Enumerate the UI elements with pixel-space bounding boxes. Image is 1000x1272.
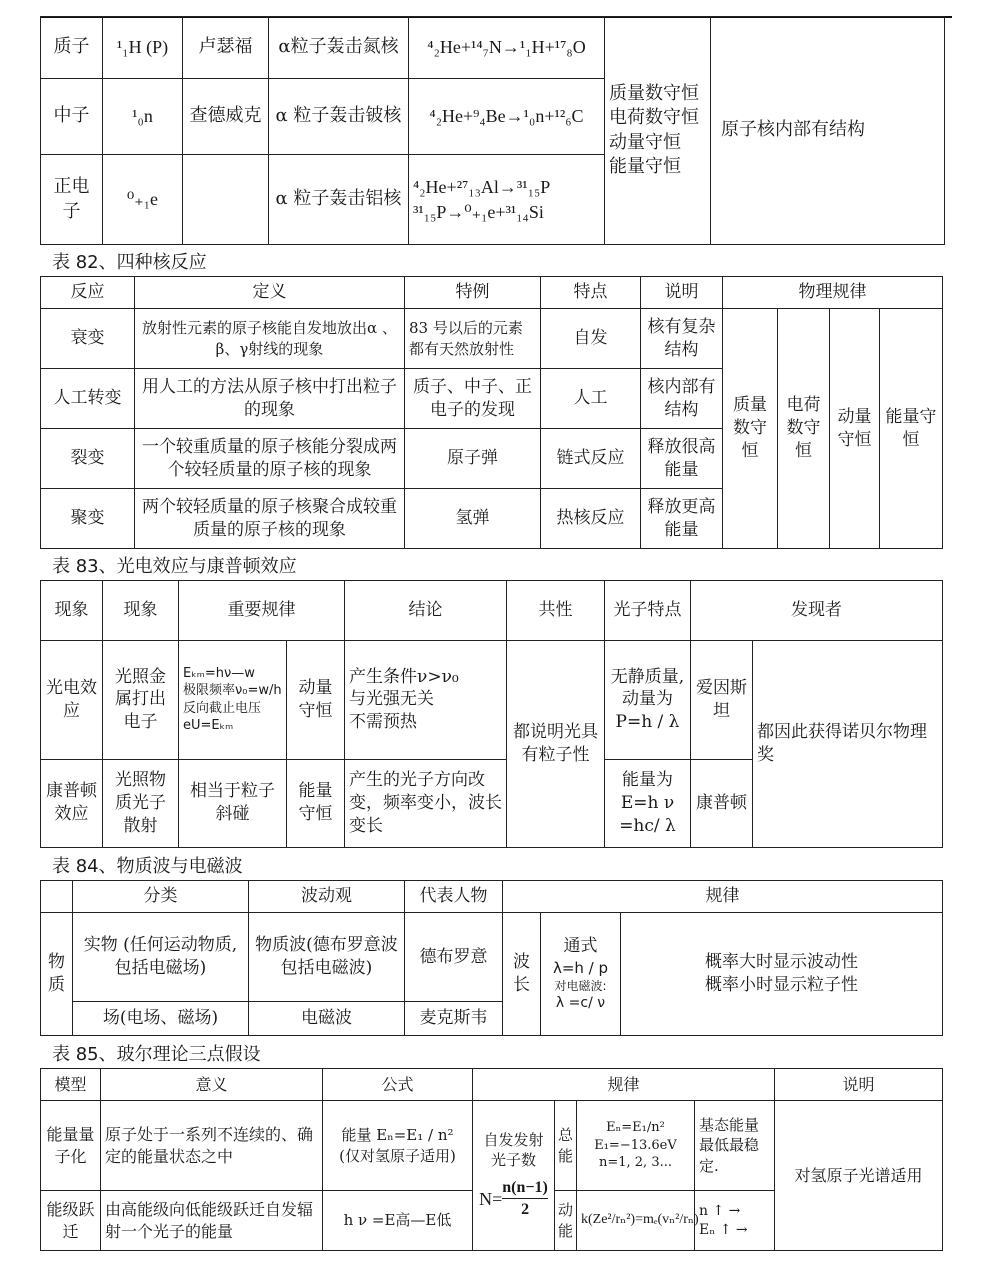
class-field: 场(电场、磁场) [73,1001,249,1035]
concl-preheat: 不需预热 [349,712,417,733]
header-wave-view: 波动观 [249,881,405,913]
particle-discovery-table [40,16,945,245]
ground-energy: E₁=−13.6eV [594,1137,677,1153]
formula-photon-energy: h ν =E高—E低 [323,1191,473,1251]
discoverer-neutron: 查德威克 [183,79,269,155]
trend-n: n ↑ → [699,1202,741,1219]
emit-label: 自发发射光子数 [483,1131,544,1170]
law-mass: 质量数守恒 [609,82,699,104]
discoverer-positron [183,155,269,245]
formula-em-label: 对电磁波: [554,979,607,994]
formula-energy [323,1101,473,1191]
photon-count [473,1101,555,1251]
def-decay: 放射性元素的原子核能自发地放出α 、β、γ射线的现象 [135,309,405,369]
conservation-energy: 能量守恒 [287,759,345,847]
concl-intensity: 与光强无关 [349,689,434,710]
header-key-law: 重要规律 [179,581,345,641]
reaction-positron-1: ⁴₂He+²⁷₁₃Al→³¹₁₅P [413,177,551,198]
header-reaction: 反应 [41,277,135,309]
note-fusion: 释放更高能量 [641,489,723,549]
law-eu: eU=Eₖₘ [183,718,234,734]
caption-table-83: 表 83、光电效应与康普顿效应 [52,556,297,577]
note-decay: 核有复杂结构 [641,309,723,369]
photon-momentum: 无静质量,动量为 P=h / λ [605,641,691,759]
discoverer-einstein: 爱因斯坦 [691,641,753,759]
denominator: 2 [521,1201,530,1219]
view-em-wave: 电磁波 [249,1001,405,1035]
meaning-quantization: 原子处于一系列不连续的、确定的能量状态之中 [101,1101,323,1191]
header-explanation: 说明 [775,1069,943,1101]
reaction-positron-2: ³¹₁₅P→⁰₊₁e+³¹₁₄Si [413,201,544,222]
energy-formula: Eₙ=E₁/n² [606,1120,665,1136]
feature-artificial: 人工 [541,369,641,429]
symbol-proton: ¹₁H (P) [103,17,183,79]
photoelectric-phenomenon: 光照金属打出电子 [103,641,179,759]
formula-en-note: (仅对氢原子适用) [339,1146,456,1165]
quantum-number: n=1, 2, 3... [598,1155,672,1171]
formula-title: 通式 [563,935,598,956]
header-photon: 光子特点 [605,581,691,641]
header-note: 说明 [641,277,723,309]
example-fission: 原子弹 [405,429,541,489]
law-einstein: Eₖₘ=hν—w [183,665,255,681]
person-de-broglie: 德布罗意 [405,913,503,1002]
particle-neutron: 中子 [41,79,103,155]
note-artificial: 核内部有结构 [641,369,723,429]
law-energy: 能量守恒 [609,155,681,177]
discoverer-compton: 康普顿 [691,759,753,847]
reaction-proton: ⁴₂He+¹⁴₇N→¹₁H+¹⁷₈O [409,17,605,79]
trend-arrows [695,1191,775,1251]
fraction [502,1177,548,1221]
table-85-bohr-theory [40,1068,943,1251]
example-artificial: 质子、中子、正电子的发现 [405,369,541,429]
symbol-neutron: ¹₀n [103,79,183,155]
law-threshold: 极限频率ν₀=w/h [183,683,282,699]
law-mass-82: 质量数守恒 [723,309,778,549]
kinetic-energy-label: 动能 [555,1191,577,1251]
note-fission: 释放很高能量 [641,429,723,489]
prob-particle: 概率小时显示粒子性 [705,975,858,996]
def-artificial: 用人工的方法从原子核中打出粒子的现象 [135,369,405,429]
law-momentum-82: 动量守恒 [830,309,880,549]
method-proton: α粒子轰击氮核 [269,17,409,79]
table-82-nuclear-reactions [40,276,943,549]
particle-proton: 质子 [41,17,103,79]
photoelectric-laws [179,641,287,759]
formula-em: λ =c/ ν [555,995,606,1012]
compton-law: 相当于粒子斜碰 [179,759,287,847]
header-formula: 公式 [323,1069,473,1101]
model-quantization: 能量量子化 [41,1101,101,1191]
header-phenomenon-1: 现象 [41,581,103,641]
ground-state-note: 基态能量最低最稳定. [695,1101,775,1191]
law-momentum: 动量守恒 [609,131,681,153]
structure-note: 原子核内部有结构 [711,17,945,245]
caption-table-84: 表 84、物质波与电磁波 [52,856,243,877]
view-matter-wave: 物质波(德布罗意波包括电磁波) [249,913,405,1002]
particle-positron: 正电子 [41,155,103,245]
reaction-decay: 衰变 [41,309,135,369]
caption-table-85: 表 85、玻尔理论三点假设 [52,1044,261,1065]
photon-count-formula [477,1177,550,1221]
header-model: 模型 [41,1069,101,1101]
kinetic-formula: k(Ze²/rₙ²)=mₑ(vₙ²/rₙ) [577,1191,695,1251]
header-meaning: 意义 [101,1069,323,1101]
meaning-transition: 由高能级向低能级跃迁自发辐射一个光子的能量 [101,1191,323,1251]
header-conclusion: 结论 [345,581,507,641]
nobel-note: 都因此获得诺贝尔物理奖 [753,641,943,848]
total-energy-label: 总能 [555,1101,577,1191]
reaction-fusion: 聚变 [41,489,135,549]
formula-de-broglie: λ=h / p [552,958,609,977]
compton-conclusion: 产生的光子方向改变，频率变小，波长变长 [345,759,507,847]
header-class: 分类 [73,881,249,913]
method-neutron: α 粒子轰击铍核 [269,79,409,155]
header-rules: 规律 [473,1069,775,1101]
photoelectric-conclusion [345,641,507,759]
photon-energy: 能量为 E=h ν =hc/ λ [605,759,691,847]
def-fusion: 两个较轻质量的原子核聚合成较重质量的原子核的现象 [135,489,405,549]
law-charge: 电荷数守恒 [609,107,699,129]
formula-en: 能量 Eₙ=E₁ / n² [341,1126,454,1145]
numerator: n(n−1) [502,1177,548,1200]
reaction-artificial: 人工转变 [41,369,135,429]
law-stop-voltage: 反向截止电压 [183,700,262,716]
class-matter: 实物 (任何运动物质,包括电磁场) [73,913,249,1002]
table-83-photoelectric [40,580,943,848]
header-common: 共性 [507,581,605,641]
header-physics-law: 物理规律 [723,277,943,309]
n-equals: N= [479,1188,503,1209]
reaction-positron [409,155,605,245]
concl-condition: 产生条件ν>ν₀ [349,666,459,687]
law-energy-82: 能量守恒 [880,309,943,549]
feature-fusion: 热核反应 [541,489,641,549]
conservation-momentum: 动量守恒 [287,641,345,759]
feature-fission: 链式反应 [541,429,641,489]
symbol-positron: ⁰₊₁e [103,155,183,245]
side-matter: 物质 [41,913,73,1036]
header-rule: 规律 [503,881,943,913]
def-fission: 一个较重质量的原子核能分裂成两个较轻质量的原子核的现象 [135,429,405,489]
photoelectric-effect: 光电效应 [41,641,103,759]
trend-en: Eₙ ↑ → [699,1221,748,1238]
discoverer-proton: 卢瑟福 [183,17,269,79]
conservation-laws [605,17,711,245]
common-particle-nature: 都说明光具有粒子性 [507,641,605,848]
caption-table-82: 表 82、四种核反应 [52,252,207,273]
model-transition: 能级跃迁 [41,1191,101,1251]
reaction-neutron: ⁴₂He+⁹₄Be→¹₀n+¹²₆C [409,79,605,155]
header-person: 代表人物 [405,881,503,913]
law-charge-82: 电荷数守恒 [778,309,830,549]
header-phenomenon-2: 现象 [103,581,179,641]
wavelength-label: 波长 [503,913,541,1036]
reaction-fission: 裂变 [41,429,135,489]
header-discoverer: 发现者 [691,581,943,641]
table-84-matter-waves [40,880,943,1036]
energy-levels [577,1101,695,1191]
compton-effect: 康普顿效应 [41,759,103,847]
compton-phenomenon: 光照物质光子散射 [103,759,179,847]
hydrogen-spectrum-note: 对氢原子光谱适用 [775,1101,943,1251]
header-definition: 定义 [135,277,405,309]
prob-wave: 概率大时显示波动性 [705,952,858,973]
header-example: 特例 [405,277,541,309]
header-feature: 特点 [541,277,641,309]
method-positron: α 粒子轰击铝核 [269,155,409,245]
example-fusion: 氢弹 [405,489,541,549]
probability-rule [621,913,943,1036]
wavelength-formula [541,913,621,1036]
person-maxwell: 麦克斯韦 [405,1001,503,1035]
example-decay: 83 号以后的元素都有天然放射性 [405,309,541,369]
corner-cell [41,881,73,913]
feature-decay: 自发 [541,309,641,369]
